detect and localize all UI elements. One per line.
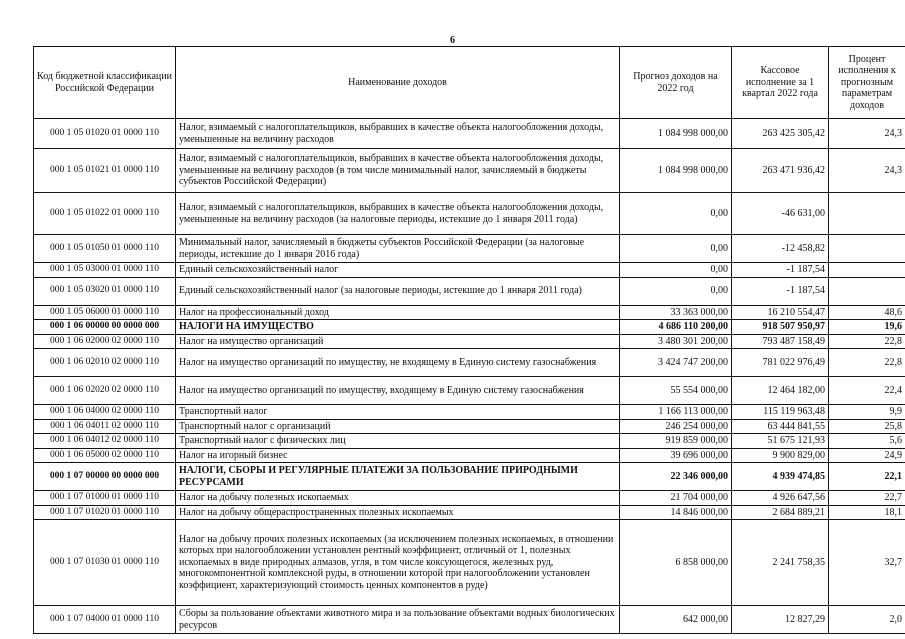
table-row <box>34 263 905 278</box>
cell-name: Единый сельскохозяйственный налог (за налоговые периоды, истекшие до 1 января 2011 года) <box>176 277 620 305</box>
cell-code: 000 1 06 02010 02 0000 110 <box>34 349 176 377</box>
cell-forecast: 21 704 000,00 <box>620 491 732 506</box>
cell-execution: 12 464 182,00 <box>732 377 829 405</box>
cell-code: 000 1 05 01020 01 0000 110 <box>34 119 176 149</box>
cell-percent: 5,6 <box>829 434 905 449</box>
cell-percent: 9,9 <box>829 405 905 420</box>
header-forecast: Прогноз доходов на 2022 год <box>620 47 732 119</box>
table-row <box>34 463 905 491</box>
cell-code: 000 1 06 02020 02 0000 110 <box>34 377 176 405</box>
cell-forecast: 22 346 000,00 <box>620 463 732 491</box>
cell-code: 000 1 05 01050 01 0000 110 <box>34 235 176 263</box>
cell-name: НАЛОГИ, СБОРЫ И РЕГУЛЯРНЫЕ ПЛАТЕЖИ ЗА ПОЛЬЗОВАНИЕ ПРИРОДНЫМИ РЕСУРСАМИ <box>176 463 620 491</box>
cell-name: Транспортный налог <box>176 405 620 420</box>
cell-code: 000 1 05 03020 01 0000 110 <box>34 277 176 305</box>
cell-code: 000 1 05 03000 01 0000 110 <box>34 263 176 278</box>
cell-code: 000 1 07 00000 00 0000 000 <box>34 463 176 491</box>
table-row <box>34 405 905 420</box>
cell-forecast: 0,00 <box>620 193 732 235</box>
cell-code: 000 1 06 00000 00 0000 000 <box>34 320 176 335</box>
cell-name: Налог на имущество организаций по имуществу, не входящему в Единую систему газоснабжения <box>176 349 620 377</box>
cell-percent: 24,3 <box>829 119 905 149</box>
table-row <box>34 235 905 263</box>
table-row <box>34 434 905 449</box>
table-row <box>34 520 905 606</box>
cell-name: Налог на профессиональный доход <box>176 305 620 320</box>
cell-percent: 18,1 <box>829 505 905 520</box>
cell-execution: 263 471 936,42 <box>732 149 829 193</box>
cell-percent: 25,8 <box>829 419 905 434</box>
cell-code: 000 1 07 04000 01 0000 110 <box>34 606 176 634</box>
cell-execution: 115 119 963,48 <box>732 405 829 420</box>
cell-name: Налог на игорный бизнес <box>176 448 620 463</box>
cell-percent: 22,8 <box>829 349 905 377</box>
cell-execution: 2 684 889,21 <box>732 505 829 520</box>
cell-forecast: 39 696 000,00 <box>620 448 732 463</box>
cell-code: 000 1 05 01021 01 0000 110 <box>34 149 176 193</box>
cell-code: 000 1 06 02000 02 0000 110 <box>34 334 176 349</box>
cell-forecast: 1 084 998 000,00 <box>620 149 732 193</box>
cell-forecast: 6 858 000,00 <box>620 520 732 606</box>
cell-percent: 19,6 <box>829 320 905 335</box>
cell-percent: 24,9 <box>829 448 905 463</box>
cell-execution: -46 631,00 <box>732 193 829 235</box>
cell-name: Налог, взимаемый с налогоплательщиков, выбравших в качестве объекта налогообложения доходы, уменьшенные на величину расходов (за налоговые периоды, истекшие до 1 января 2011 года) <box>176 193 620 235</box>
cell-forecast: 1 166 113 000,00 <box>620 405 732 420</box>
cell-percent: 22,7 <box>829 491 905 506</box>
cell-name: Транспортный налог с физических лиц <box>176 434 620 449</box>
cell-percent: 22,1 <box>829 463 905 491</box>
cell-execution: -12 458,82 <box>732 235 829 263</box>
table-row <box>34 606 905 634</box>
cell-forecast: 3 424 747 200,00 <box>620 349 732 377</box>
cell-execution: 9 900 829,00 <box>732 448 829 463</box>
cell-execution: -1 187,54 <box>732 263 829 278</box>
table-body <box>34 119 905 634</box>
cell-forecast: 33 363 000,00 <box>620 305 732 320</box>
cell-code: 000 1 05 06000 01 0000 110 <box>34 305 176 320</box>
cell-forecast: 55 554 000,00 <box>620 377 732 405</box>
cell-execution: 263 425 305,42 <box>732 119 829 149</box>
cell-percent: 22,4 <box>829 377 905 405</box>
cell-percent <box>829 235 905 263</box>
table-row <box>34 505 905 520</box>
header-code: Код бюджетной классификации Российской Федерации <box>34 47 176 119</box>
table-row <box>34 349 905 377</box>
table-row <box>34 193 905 235</box>
cell-execution: 781 022 976,49 <box>732 349 829 377</box>
table-header-row <box>34 47 905 119</box>
page-number: 6 <box>450 35 455 46</box>
header-percent: Процент исполнения к прогнозным параметрам доходов <box>829 47 905 119</box>
cell-code: 000 1 06 04012 02 0000 110 <box>34 434 176 449</box>
cell-code: 000 1 06 05000 02 0000 110 <box>34 448 176 463</box>
cell-name: Единый сельскохозяйственный налог <box>176 263 620 278</box>
cell-forecast: 0,00 <box>620 263 732 278</box>
cell-name: Налог на добычу полезных ископаемых <box>176 491 620 506</box>
cell-name: Налог на имущество организаций <box>176 334 620 349</box>
cell-percent <box>829 263 905 278</box>
table-row <box>34 149 905 193</box>
cell-code: 000 1 07 01000 01 0000 110 <box>34 491 176 506</box>
table-row <box>34 320 905 335</box>
cell-percent: 24,3 <box>829 149 905 193</box>
cell-forecast: 642 000,00 <box>620 606 732 634</box>
cell-execution: 51 675 121,93 <box>732 434 829 449</box>
cell-name: Транспортный налог с организаций <box>176 419 620 434</box>
header-name: Наименование доходов <box>176 47 620 119</box>
cell-forecast: 14 846 000,00 <box>620 505 732 520</box>
cell-name: Налог, взимаемый с налогоплательщиков, выбравших в качестве объекта налогообложения доходы, уменьшенные на величину расходов (в том числе минимальный налог, зачисляемый в бюджеты субъектов Российской Федерации) <box>176 149 620 193</box>
cell-code: 000 1 07 01020 01 0000 110 <box>34 505 176 520</box>
cell-percent: 48,6 <box>829 305 905 320</box>
cell-name: Налог, взимаемый с налогоплательщиков, выбравших в качестве объекта налогообложения доходы, уменьшенные на величину расходов <box>176 119 620 149</box>
cell-forecast: 3 480 301 200,00 <box>620 334 732 349</box>
cell-execution: 918 507 950,97 <box>732 320 829 335</box>
table-row <box>34 305 905 320</box>
cell-code: 000 1 06 04000 02 0000 110 <box>34 405 176 420</box>
cell-percent <box>829 193 905 235</box>
cell-execution: 4 926 647,56 <box>732 491 829 506</box>
cell-forecast: 4 686 110 200,00 <box>620 320 732 335</box>
cell-percent: 22,8 <box>829 334 905 349</box>
cell-name: НАЛОГИ НА ИМУЩЕСТВО <box>176 320 620 335</box>
table-row <box>34 491 905 506</box>
cell-code: 000 1 07 01030 01 0000 110 <box>34 520 176 606</box>
table-row <box>34 377 905 405</box>
table-row <box>34 277 905 305</box>
cell-execution: 12 827,29 <box>732 606 829 634</box>
cell-execution: -1 187,54 <box>732 277 829 305</box>
cell-percent: 32,7 <box>829 520 905 606</box>
table-row <box>34 334 905 349</box>
cell-name: Сборы за пользование объектами животного мира и за пользование объектами водных биологических ресурсов <box>176 606 620 634</box>
cell-execution: 2 241 758,35 <box>732 520 829 606</box>
cell-name: Налог на добычу прочих полезных ископаемых (за исключением полезных ископаемых, в отношении которых при налогообложении установлен рентный коэффициент, отличный от 1, полезных ископаемых в виде природных алмазов, угля, в том числе коксующегося, железных руд, многокомпонентной комплексной руды, в отношении которой при налогообложении установлен коэффициент, характеризующий стоимость ценных компонентов в руде) <box>176 520 620 606</box>
cell-percent <box>829 277 905 305</box>
cell-forecast: 1 084 998 000,00 <box>620 119 732 149</box>
cell-name: Минимальный налог, зачисляемый в бюджеты субъектов Российской Федерации (за налоговые периоды, истекшие до 1 января 2016 года) <box>176 235 620 263</box>
cell-forecast: 246 254 000,00 <box>620 419 732 434</box>
cell-name: Налог на имущество организаций по имуществу, входящему в Единую систему газоснабжения <box>176 377 620 405</box>
cell-execution: 16 210 554,47 <box>732 305 829 320</box>
cell-percent: 2,0 <box>829 606 905 634</box>
table-row <box>34 119 905 149</box>
cell-execution: 4 939 474,85 <box>732 463 829 491</box>
cell-execution: 63 444 841,55 <box>732 419 829 434</box>
cell-forecast: 0,00 <box>620 277 732 305</box>
cell-forecast: 0,00 <box>620 235 732 263</box>
revenue-table <box>33 46 905 634</box>
table-row <box>34 419 905 434</box>
cell-name: Налог на добычу общераспространенных полезных ископаемых <box>176 505 620 520</box>
cell-forecast: 919 859 000,00 <box>620 434 732 449</box>
cell-code: 000 1 05 01022 01 0000 110 <box>34 193 176 235</box>
header-execution: Кассовое исполнение за 1 квартал 2022 года <box>732 47 829 119</box>
cell-code: 000 1 06 04011 02 0000 110 <box>34 419 176 434</box>
table-row <box>34 448 905 463</box>
cell-execution: 793 487 158,49 <box>732 334 829 349</box>
